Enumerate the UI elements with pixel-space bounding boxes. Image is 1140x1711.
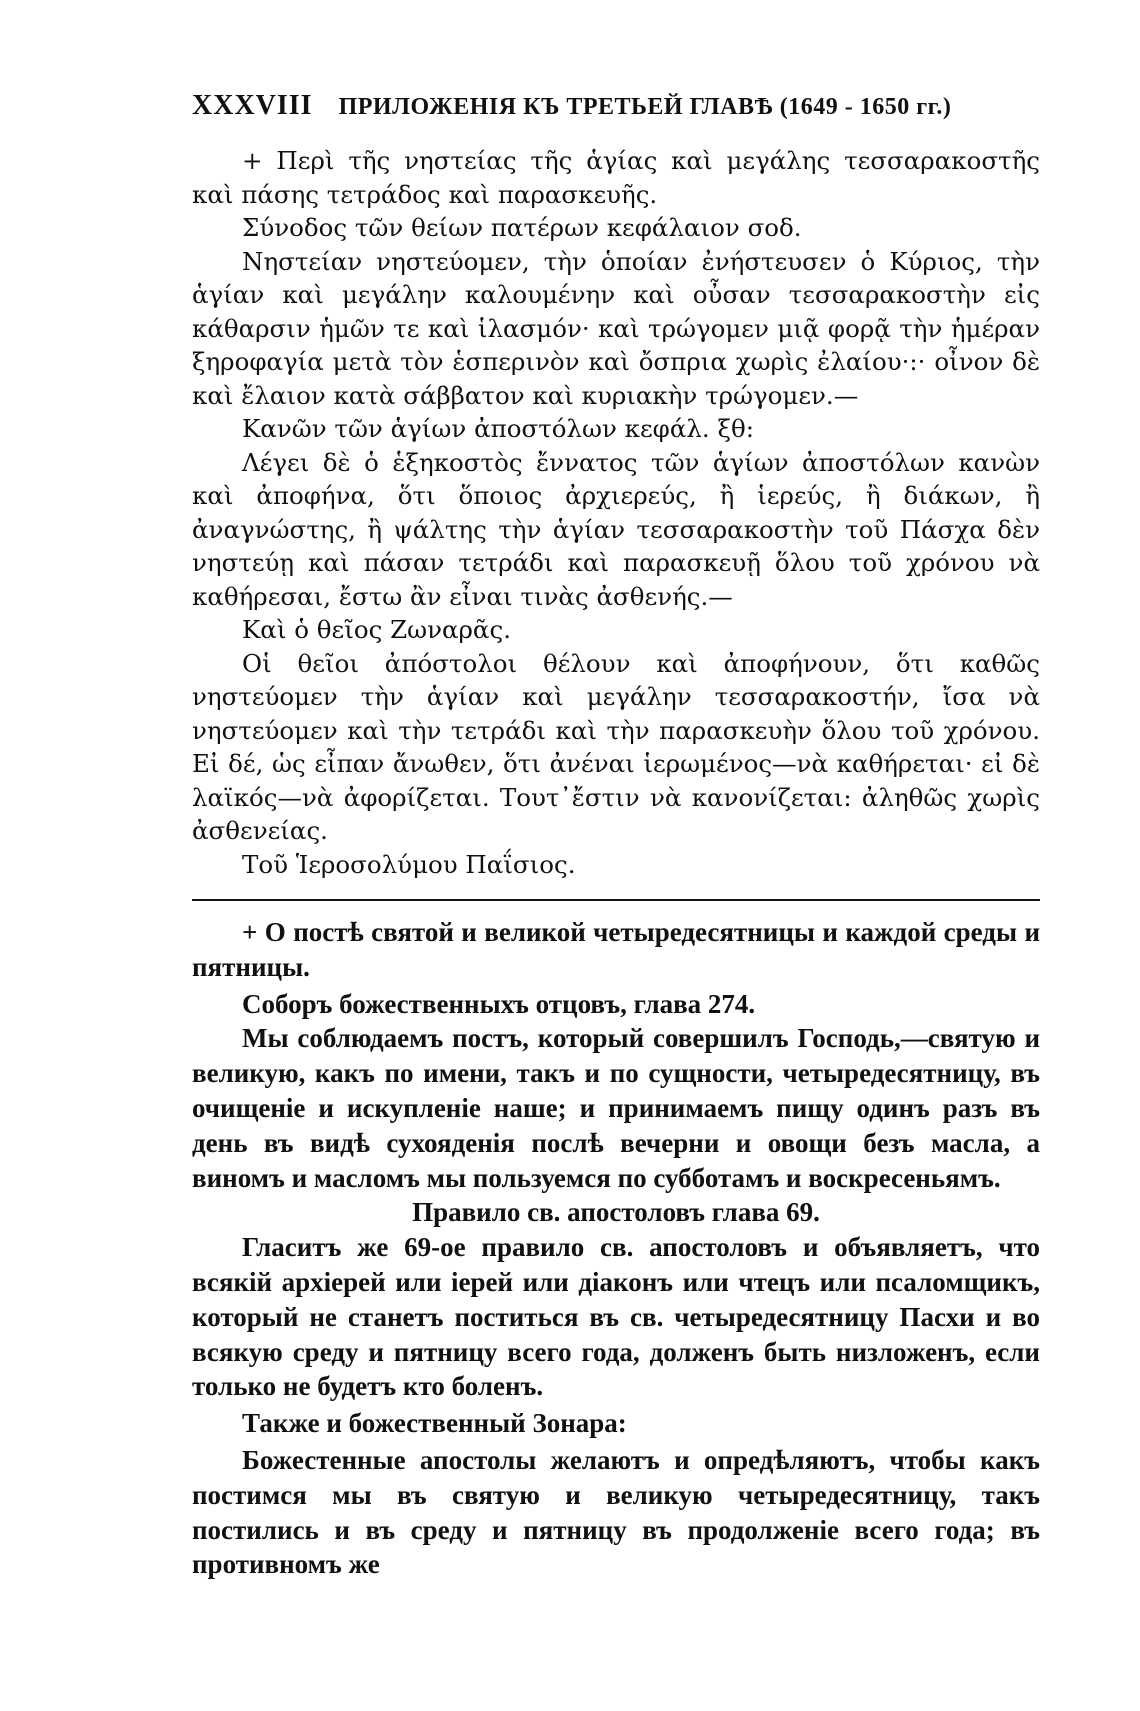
running-head: [192, 90, 1040, 122]
greek-paragraph-2: Λέγει δὲ ὁ ἑξηκοστὸς ἔννατος τῶν ἁγίων ἀποστόλων κανὼν καὶ ἀποφήνα, ὅτι ὅποιος ἀρχιερεύς, ἢ ἱερεύς, ἢ διάκων, ἢ ἀναγνώστης, ἢ ψάλτης τὴν ἁγίαν τεσσαρακοστὴν τοῦ Πάσχα δὲν νηστεύῃ καὶ πάσαν τετράδι καὶ παρασκευῇ ὅλου τοῦ χρόνου νὰ καθήρεσαι, ἔστω ἂν εἶναι τινὰς ἀσθενής.—: [192, 447, 1040, 611]
greek-text: [192, 144, 1040, 881]
greek-signature: Τοῦ Ἱεροσολύμου Παΐσιος.: [242, 849, 576, 879]
russian-heading: + О постѣ святой и великой четыредесятницы и каждой среды и пятницы.: [192, 917, 1040, 982]
russian-paragraph-2: Гласитъ же 69-ое правило св. апостоловъ и объявляетъ, что всякій архіерей или іерей или діаконъ или чтецъ или псаломщикъ, который не станетъ поститься въ св. четыредесятницу Пасхи и во всякую среду и пятницу всего года, долженъ быть низложенъ, если только не будетъ кто боленъ.: [192, 1232, 1040, 1402]
running-title: ПРИЛОЖЕНІЯ КЪ ТРЕТЬЕЙ ГЛАВѢ (1649 - 1650 гг.): [338, 94, 952, 120]
russian-paragraph-3: Божестенные апостолы желаютъ и опредѣляютъ, чтобы какъ постимся мы въ святую и великую четыредесятницу, такъ постились и въ среду и пятницу въ продолженіе всего года; въ противномъ же: [192, 1444, 1040, 1580]
greek-heading: + Περὶ τῆς νηστείας τῆς ἁγίας καὶ μεγάλης τεσσαρακοστῆς καὶ πάσης τετράδος καὶ παρασκευῆς.: [192, 146, 1040, 209]
greek-canon-ref: Κανῶν τῶν ἁγίων ἀποστόλων κεφάλ. ξθ:: [242, 414, 754, 443]
greek-zonaras-ref: Καὶ ὁ θεῖος Ζωναρᾶς.: [242, 615, 511, 644]
russian-canon-ref: Правило св. апостоловъ глава 69.: [412, 1197, 820, 1228]
russian-synod-ref: Соборъ божественныхъ отцовъ, глава 274.: [242, 988, 756, 1019]
russian-text: [192, 915, 1040, 1582]
page-number: XXXVIII: [192, 90, 313, 121]
russian-zonaras-ref: Также и божественный Зонара:: [242, 1408, 627, 1439]
russian-paragraph-1: Мы соблюдаемъ постъ, который совершилъ Господь,—святую и великую, какъ по имени, такъ и по сущности, четыредесятницу, въ очищеніе и искупленіе наше; и принимаемъ пищу одинъ разъ въ день въ видѣ сухояденія послѣ вечерни и овощи безъ масла, а виномъ и масломъ мы пользуемся по субботамъ и воскресеньямъ.: [192, 1023, 1040, 1193]
greek-paragraph-3: Οἱ θεῖοι ἀπόστολοι θέλουν καὶ ἀποφήνουν, ὅτι καθῶς νηστεύομεν τὴν ἁγίαν καὶ μεγάλην τεσσαρακοστήν, ἴσα νὰ νηστεύομεν καὶ τὴν τετράδι καὶ τὴν παρασκευὴν ὅλου τοῦ χρόνου. Εἰ δέ, ὡς εἶπαν ἄνωθεν, ὅτι ἀνέναι ἱερωμένος—νὰ καθήρεται· εἰ δὲ λαϊκός—νὰ ἀφορίζεται. Τουτ᾽ἔστιν νὰ κανονίζεται: ἀληθῶς χωρὶς ἀσθενείας.: [192, 648, 1040, 845]
greek-synod-ref: Σύνοδος τῶν θείων πατέρων κεφάλαιον σοδ.: [242, 213, 802, 242]
section-divider: [192, 899, 1040, 901]
greek-paragraph-1: Νηστείαν νηστεύομεν, τὴν ὁποίαν ἐνήστευσεν ὁ Κύριος, τὴν ἁγίαν καὶ μεγάλην καλουμένην καὶ οὖσαν τεσσαρακοστὴν εἰς κάθαρσιν ἡμῶν τε καὶ ἱλασμόν· καὶ τρώγομεν μιᾷ φορᾷ τὴν ἡμέραν ξηροφαγία μετὰ τὸν ἑσπερινὸν καὶ ὄσπρια χωρὶς ἐλαίου·:· οἶνον δὲ καὶ ἔλαιον κατὰ σάββατον καὶ κυριακὴν τρώγομεν.—: [192, 246, 1040, 410]
